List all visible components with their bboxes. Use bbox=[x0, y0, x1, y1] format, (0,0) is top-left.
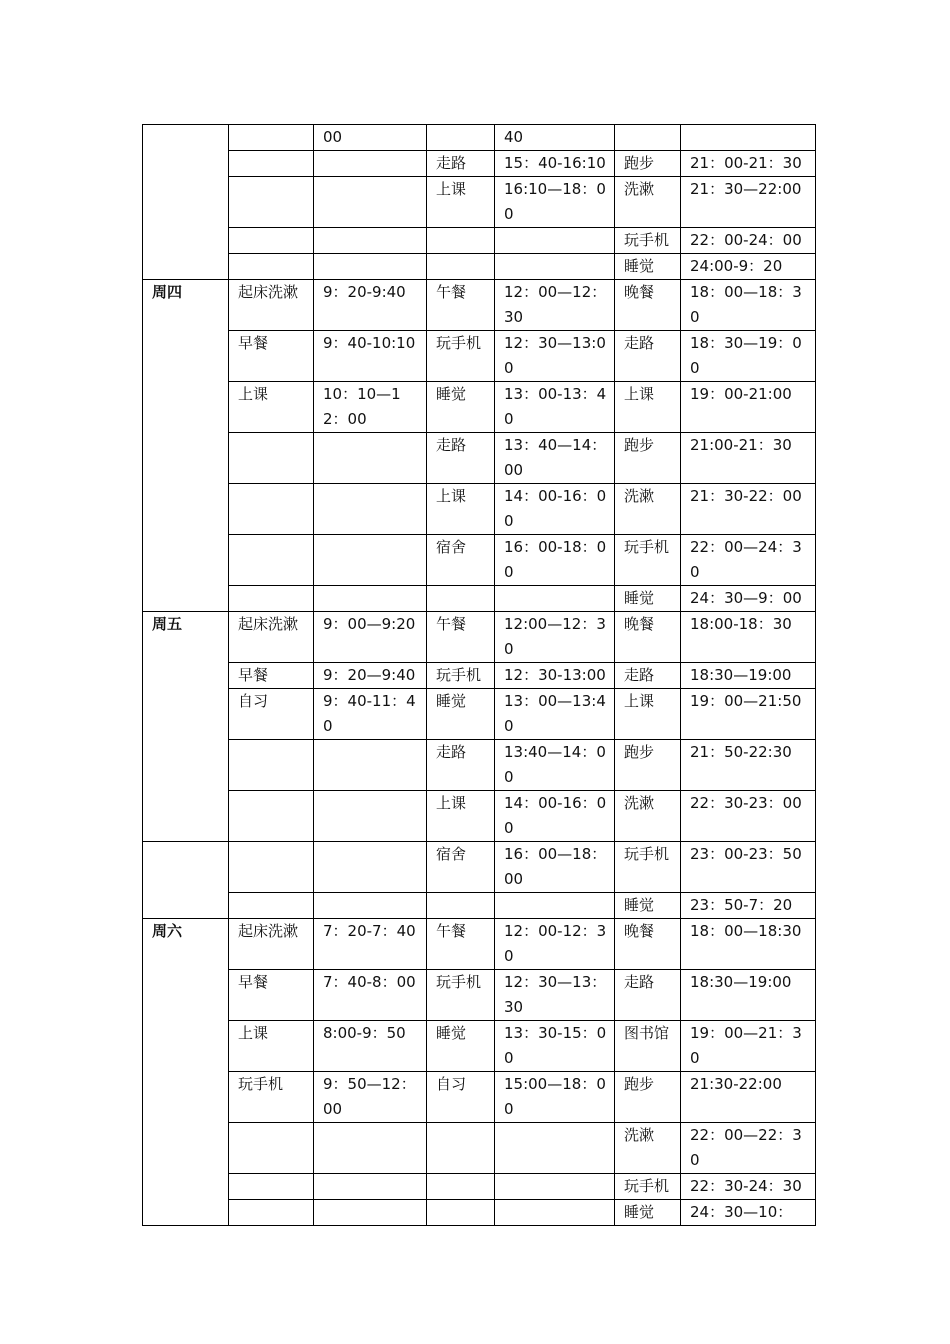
table-row bbox=[143, 842, 816, 893]
time-a-cell bbox=[314, 151, 427, 177]
activity-b-cell: 自习 bbox=[427, 1072, 495, 1123]
time-b-cell: 12：30-13:00 bbox=[495, 663, 615, 689]
time-b-cell: 15:00—18：00 bbox=[495, 1072, 615, 1123]
time-c-cell: 19：00—21:50 bbox=[681, 689, 816, 740]
activity-c-cell: 上课 bbox=[615, 689, 681, 740]
activity-a-cell bbox=[229, 535, 314, 586]
activity-c-cell: 玩手机 bbox=[615, 1174, 681, 1200]
schedule-table bbox=[142, 124, 816, 1226]
activity-b-cell: 睡觉 bbox=[427, 382, 495, 433]
time-a-cell bbox=[314, 254, 427, 280]
table-row bbox=[143, 151, 816, 177]
time-b-cell bbox=[495, 893, 615, 919]
activity-a-cell: 自习 bbox=[229, 689, 314, 740]
day-cell: 周五 bbox=[143, 612, 229, 842]
table-row bbox=[143, 689, 816, 740]
time-c-cell: 19：00-21:00 bbox=[681, 382, 816, 433]
time-b-cell bbox=[495, 1123, 615, 1174]
time-c-cell: 22：00—22：30 bbox=[681, 1123, 816, 1174]
activity-c-cell: 洗漱 bbox=[615, 177, 681, 228]
activity-c-cell: 玩手机 bbox=[615, 228, 681, 254]
activity-b-cell: 走路 bbox=[427, 151, 495, 177]
time-c-cell: 23：00-23：50 bbox=[681, 842, 816, 893]
table-row bbox=[143, 893, 816, 919]
activity-a-cell bbox=[229, 791, 314, 842]
activity-b-cell: 睡觉 bbox=[427, 1021, 495, 1072]
activity-a-cell bbox=[229, 740, 314, 791]
activity-a-cell: 早餐 bbox=[229, 970, 314, 1021]
time-a-cell bbox=[314, 586, 427, 612]
time-a-cell: 9：50—12：00 bbox=[314, 1072, 427, 1123]
table-row bbox=[143, 228, 816, 254]
activity-a-cell bbox=[229, 1174, 314, 1200]
table-row bbox=[143, 970, 816, 1021]
time-b-cell: 12：00—12：30 bbox=[495, 280, 615, 331]
activity-a-cell: 起床洗漱 bbox=[229, 612, 314, 663]
activity-c-cell: 洗漱 bbox=[615, 791, 681, 842]
time-a-cell bbox=[314, 433, 427, 484]
activity-b-cell: 走路 bbox=[427, 433, 495, 484]
activity-b-cell bbox=[427, 228, 495, 254]
time-b-cell: 15：40-16:10 bbox=[495, 151, 615, 177]
table-row bbox=[143, 484, 816, 535]
time-b-cell: 14：00-16：00 bbox=[495, 791, 615, 842]
time-b-cell bbox=[495, 1174, 615, 1200]
activity-b-cell: 睡觉 bbox=[427, 689, 495, 740]
activity-b-cell bbox=[427, 586, 495, 612]
activity-a-cell: 上课 bbox=[229, 1021, 314, 1072]
time-a-cell: 9：00—9:20 bbox=[314, 612, 427, 663]
time-a-cell: 8:00-9：50 bbox=[314, 1021, 427, 1072]
table-row bbox=[143, 382, 816, 433]
activity-a-cell bbox=[229, 586, 314, 612]
time-c-cell: 23：50-7：20 bbox=[681, 893, 816, 919]
table-row bbox=[143, 177, 816, 228]
time-a-cell: 9：40-11：40 bbox=[314, 689, 427, 740]
activity-b-cell bbox=[427, 254, 495, 280]
table-row bbox=[143, 254, 816, 280]
activity-a-cell bbox=[229, 125, 314, 151]
time-c-cell: 21:00-21：30 bbox=[681, 433, 816, 484]
activity-b-cell: 玩手机 bbox=[427, 663, 495, 689]
activity-c-cell: 睡觉 bbox=[615, 1200, 681, 1226]
time-c-cell: 21：30—22:00 bbox=[681, 177, 816, 228]
time-b-cell: 13：30-15：00 bbox=[495, 1021, 615, 1072]
activity-b-cell: 宿舍 bbox=[427, 842, 495, 893]
activity-c-cell: 跑步 bbox=[615, 433, 681, 484]
activity-c-cell: 跑步 bbox=[615, 1072, 681, 1123]
table-row bbox=[143, 535, 816, 586]
activity-b-cell: 上课 bbox=[427, 484, 495, 535]
activity-b-cell: 午餐 bbox=[427, 919, 495, 970]
activity-b-cell bbox=[427, 1200, 495, 1226]
activity-b-cell: 玩手机 bbox=[427, 970, 495, 1021]
activity-c-cell: 玩手机 bbox=[615, 842, 681, 893]
activity-b-cell bbox=[427, 125, 495, 151]
activity-c-cell: 洗漱 bbox=[615, 1123, 681, 1174]
table-row bbox=[143, 791, 816, 842]
activity-b-cell: 上课 bbox=[427, 791, 495, 842]
time-a-cell bbox=[314, 842, 427, 893]
day-cell: 周四 bbox=[143, 280, 229, 612]
table-row bbox=[143, 740, 816, 791]
table-row bbox=[143, 1200, 816, 1226]
activity-b-cell bbox=[427, 1123, 495, 1174]
activity-a-cell bbox=[229, 484, 314, 535]
day-cell bbox=[143, 125, 229, 280]
table-row bbox=[143, 919, 816, 970]
time-b-cell bbox=[495, 228, 615, 254]
time-c-cell: 19：00—21：30 bbox=[681, 1021, 816, 1072]
activity-a-cell: 早餐 bbox=[229, 331, 314, 382]
activity-c-cell: 走路 bbox=[615, 331, 681, 382]
time-a-cell: 7：20-7：40 bbox=[314, 919, 427, 970]
table-row bbox=[143, 586, 816, 612]
time-c-cell: 18：00—18:30 bbox=[681, 919, 816, 970]
activity-b-cell: 走路 bbox=[427, 740, 495, 791]
activity-c-cell: 睡觉 bbox=[615, 586, 681, 612]
table-row bbox=[143, 612, 816, 663]
activity-c-cell: 晚餐 bbox=[615, 919, 681, 970]
table-row bbox=[143, 1021, 816, 1072]
activity-a-cell: 早餐 bbox=[229, 663, 314, 689]
time-c-cell: 18：30—19：00 bbox=[681, 331, 816, 382]
activity-c-cell: 洗漱 bbox=[615, 484, 681, 535]
time-b-cell: 13：00-13：40 bbox=[495, 382, 615, 433]
time-c-cell: 22：30-23：00 bbox=[681, 791, 816, 842]
time-c-cell bbox=[681, 125, 816, 151]
activity-c-cell: 走路 bbox=[615, 663, 681, 689]
time-b-cell bbox=[495, 586, 615, 612]
time-b-cell: 13：00—13:40 bbox=[495, 689, 615, 740]
table-row bbox=[143, 331, 816, 382]
table-row bbox=[143, 280, 816, 331]
activity-a-cell: 起床洗漱 bbox=[229, 280, 314, 331]
table-row bbox=[143, 1174, 816, 1200]
activity-c-cell: 晚餐 bbox=[615, 280, 681, 331]
time-a-cell bbox=[314, 1174, 427, 1200]
time-c-cell: 21：30-22：00 bbox=[681, 484, 816, 535]
table-row bbox=[143, 663, 816, 689]
time-b-cell: 40 bbox=[495, 125, 615, 151]
activity-b-cell: 宿舍 bbox=[427, 535, 495, 586]
time-c-cell: 21：00-21：30 bbox=[681, 151, 816, 177]
time-a-cell: 10：10—12：00 bbox=[314, 382, 427, 433]
activity-a-cell bbox=[229, 893, 314, 919]
time-a-cell bbox=[314, 484, 427, 535]
time-c-cell: 22：00-24：00 bbox=[681, 228, 816, 254]
time-b-cell: 12：30—13：30 bbox=[495, 970, 615, 1021]
time-c-cell: 22：30-24：30 bbox=[681, 1174, 816, 1200]
activity-c-cell: 睡觉 bbox=[615, 254, 681, 280]
activity-b-cell: 午餐 bbox=[427, 612, 495, 663]
time-a-cell: 7：40-8：00 bbox=[314, 970, 427, 1021]
activity-c-cell bbox=[615, 125, 681, 151]
activity-a-cell bbox=[229, 1123, 314, 1174]
time-c-cell: 24：30—10： bbox=[681, 1200, 816, 1226]
table-row bbox=[143, 1123, 816, 1174]
time-b-cell: 16：00—18：00 bbox=[495, 842, 615, 893]
time-a-cell bbox=[314, 893, 427, 919]
activity-c-cell: 睡觉 bbox=[615, 893, 681, 919]
time-a-cell bbox=[314, 228, 427, 254]
activity-b-cell bbox=[427, 893, 495, 919]
activity-c-cell: 跑步 bbox=[615, 151, 681, 177]
table-row bbox=[143, 125, 816, 151]
time-c-cell: 18:30—19:00 bbox=[681, 663, 816, 689]
time-c-cell: 18:00-18：30 bbox=[681, 612, 816, 663]
time-a-cell bbox=[314, 791, 427, 842]
time-c-cell: 18:30—19:00 bbox=[681, 970, 816, 1021]
activity-a-cell bbox=[229, 254, 314, 280]
activity-c-cell: 走路 bbox=[615, 970, 681, 1021]
time-a-cell bbox=[314, 177, 427, 228]
table-row bbox=[143, 433, 816, 484]
activity-a-cell: 起床洗漱 bbox=[229, 919, 314, 970]
activity-c-cell: 晚餐 bbox=[615, 612, 681, 663]
time-a-cell bbox=[314, 1200, 427, 1226]
time-b-cell: 12：30—13:00 bbox=[495, 331, 615, 382]
time-a-cell: 9：40-10:10 bbox=[314, 331, 427, 382]
activity-a-cell: 上课 bbox=[229, 382, 314, 433]
activity-b-cell: 上课 bbox=[427, 177, 495, 228]
activity-b-cell bbox=[427, 1174, 495, 1200]
activity-b-cell: 午餐 bbox=[427, 280, 495, 331]
time-b-cell: 16：00-18：00 bbox=[495, 535, 615, 586]
time-b-cell: 13：40—14：00 bbox=[495, 433, 615, 484]
time-a-cell bbox=[314, 740, 427, 791]
time-b-cell: 13:40—14：00 bbox=[495, 740, 615, 791]
activity-a-cell bbox=[229, 177, 314, 228]
time-a-cell: 9：20-9:40 bbox=[314, 280, 427, 331]
activity-a-cell bbox=[229, 151, 314, 177]
time-b-cell: 14：00-16：00 bbox=[495, 484, 615, 535]
activity-a-cell bbox=[229, 433, 314, 484]
time-a-cell: 9：20—9:40 bbox=[314, 663, 427, 689]
activity-a-cell: 玩手机 bbox=[229, 1072, 314, 1123]
time-a-cell bbox=[314, 1123, 427, 1174]
time-b-cell: 16:10—18：00 bbox=[495, 177, 615, 228]
time-c-cell: 21：50-22:30 bbox=[681, 740, 816, 791]
activity-c-cell: 上课 bbox=[615, 382, 681, 433]
time-c-cell: 18：00—18：30 bbox=[681, 280, 816, 331]
activity-a-cell bbox=[229, 1200, 314, 1226]
activity-c-cell: 跑步 bbox=[615, 740, 681, 791]
time-b-cell bbox=[495, 254, 615, 280]
activity-c-cell: 图书馆 bbox=[615, 1021, 681, 1072]
time-b-cell: 12:00—12：30 bbox=[495, 612, 615, 663]
time-c-cell: 22：00—24：30 bbox=[681, 535, 816, 586]
time-c-cell: 24:00-9：20 bbox=[681, 254, 816, 280]
time-c-cell: 21:30-22:00 bbox=[681, 1072, 816, 1123]
time-c-cell: 24：30—9：00 bbox=[681, 586, 816, 612]
activity-b-cell: 玩手机 bbox=[427, 331, 495, 382]
day-cell bbox=[143, 842, 229, 919]
time-b-cell bbox=[495, 1200, 615, 1226]
table-row bbox=[143, 1072, 816, 1123]
activity-c-cell: 玩手机 bbox=[615, 535, 681, 586]
day-cell: 周六 bbox=[143, 919, 229, 1226]
activity-a-cell bbox=[229, 842, 314, 893]
time-a-cell bbox=[314, 535, 427, 586]
time-a-cell: 00 bbox=[314, 125, 427, 151]
activity-a-cell bbox=[229, 228, 314, 254]
time-b-cell: 12：00-12：30 bbox=[495, 919, 615, 970]
